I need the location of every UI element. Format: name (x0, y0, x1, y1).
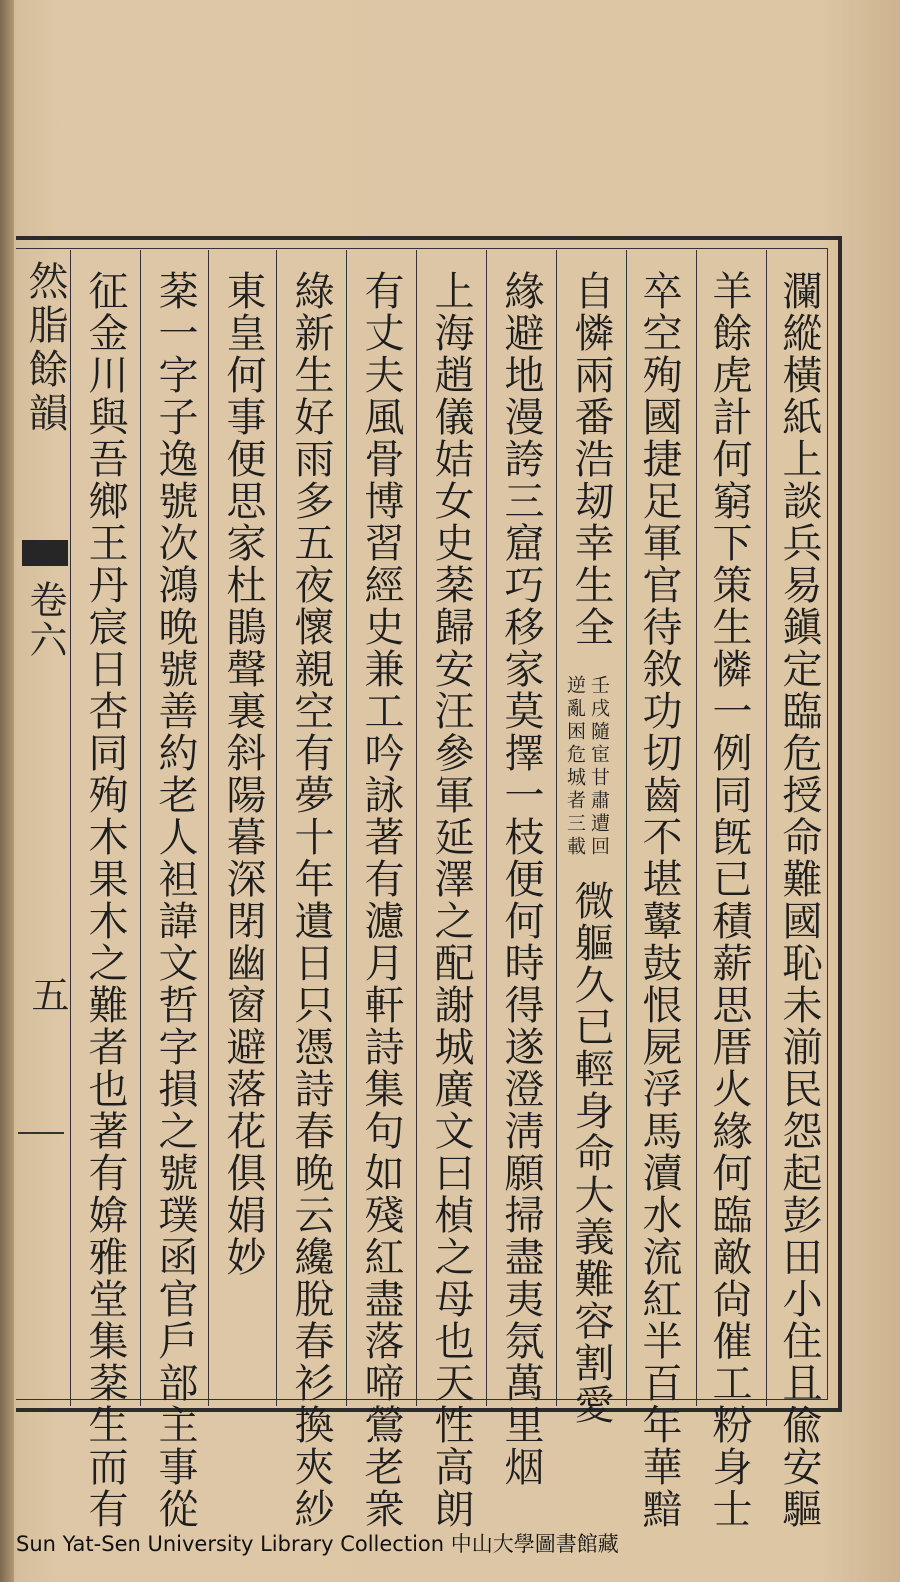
column-rule (140, 250, 141, 1406)
text-column: 羊餘虎計何窮下策生憐一例同旣已積薪思厝火緣何臨敵尙催工粉身士 (706, 270, 752, 1530)
page-number: 五 (25, 975, 69, 1013)
library-credit: Sun Yat-Sen University Library Collection 中山大學圖書館藏 (16, 1532, 619, 1556)
text-column: 緣避地漫誇三窟巧移家莫擇一枝便何時得遂澄淸願掃盡夷氛萬里烟 (498, 270, 544, 1488)
column-rule (766, 250, 767, 1406)
column-rule (486, 250, 487, 1406)
fish-tail-mark (22, 540, 68, 566)
column-rule (696, 250, 697, 1406)
column-rule (416, 250, 417, 1406)
text-column: 綠新生好雨多五夜懷親空有夢十年遺日只憑詩春晚云纔脫春衫換夾紗 (288, 270, 334, 1530)
text-column: 上海趙儀姞女史棻歸安汪參軍延澤之配謝城廣文曰楨之母也天性高朗 (428, 270, 474, 1530)
annotation-line: 逆亂困危城者三載 (564, 675, 586, 859)
margin-rule (18, 1132, 64, 1134)
column-rule (276, 250, 277, 1406)
text-column: 自憐兩番浩刼幸生全 (568, 270, 614, 648)
column-rule (70, 250, 71, 1406)
text-column: 卒空殉國捷足軍官待敘功切齒不堪鼙鼓恨屍浮馬瀆水流紅半百年華黯 (636, 270, 682, 1530)
book-spine (0, 0, 14, 1582)
book-title: 然脂餘韻 (22, 260, 68, 436)
text-column: 棻一字子逸號次鴻晚號善約老人袒諱文哲字損之號璞函官戶部主事從 (152, 270, 198, 1530)
annotation-line: 壬戌隨宦甘肅遭回 (588, 675, 610, 859)
text-column: 微軀久已輕身命大義難容割愛 (568, 880, 614, 1426)
volume-label: 卷六 (23, 580, 67, 660)
text-column: 東皇何事便思家杜鵑聲裏斜陽暮深閉幽窗避落花俱娟妙 (220, 270, 266, 1278)
text-column: 征金川與吾鄉王丹宸日杏同殉木果木之難者也著有媕雅堂集棻生而有 (82, 270, 128, 1530)
column-rule (346, 250, 347, 1406)
column-rule (626, 250, 627, 1406)
column-rule (556, 250, 557, 1406)
column-rule (208, 250, 209, 1406)
text-column: 有丈夫風骨博習經史兼工吟詠著有濾月軒詩集句如殘紅盡落啼鶯老衆 (358, 270, 404, 1530)
text-column: 瀾縱橫紙上談兵易鎭定臨危授命難國恥未湔民怨起彭田小住且偸安驅 (776, 270, 822, 1530)
